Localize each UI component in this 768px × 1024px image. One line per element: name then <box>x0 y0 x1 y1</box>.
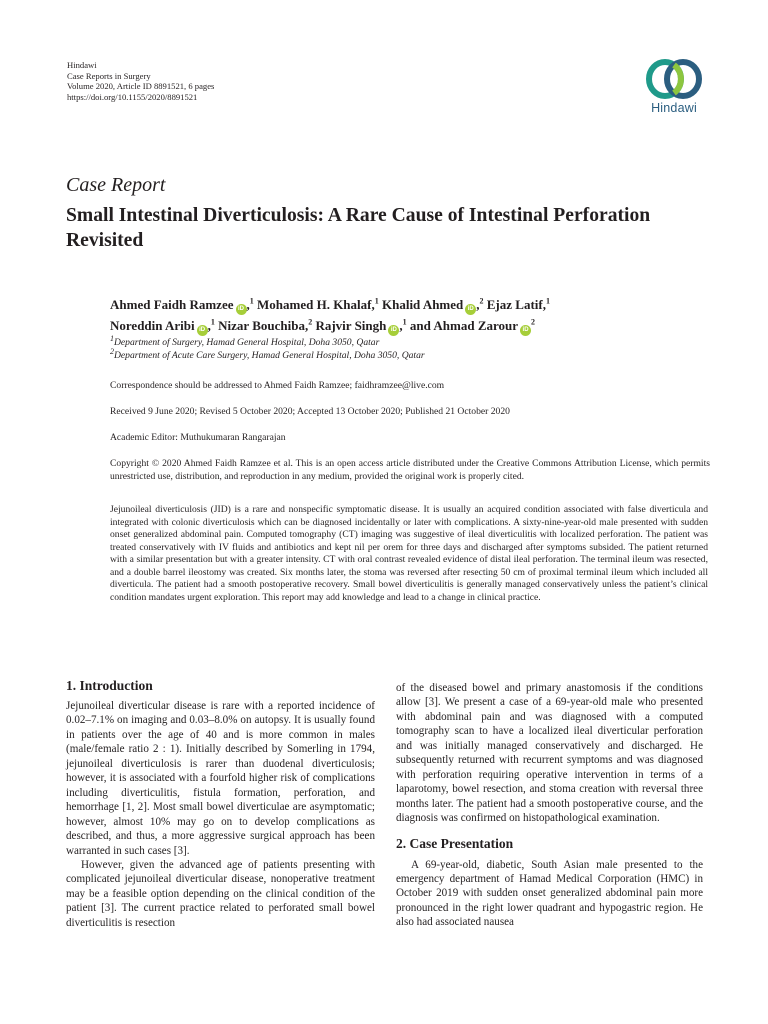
author-name[interactable]: Ejaz Latif <box>486 297 543 312</box>
author-name[interactable]: Khalid Ahmed <box>381 297 464 312</box>
right-column <box>396 681 703 930</box>
abstract-text: Jejunoileal diverticulosis (JID) is a rare and nonspecific symptomatic disease. It is usually an acquired condition associated with false diverticula and integrated with colonic diverticulosis which can be diagnosed incidentally or later with complications. A sixty-nine-year-old male presented with sudden onset generalized abdominal pain. Computed tomography (CT) imaging was suggestive of ileal diverticulitis with localized perforation. The patient was treated conservatively with IV fluids and antibiotics and kept nil per orem for three days and discharged after symptoms subsided. The patient returned with a similar presentation but with a greater intensity. CT with oral contrast revealed evidence of distal ileal perforation. The terminal ileum was resected, and a double barrel ileostomy was created. Six months later, the stoma was reversed after resecting 50 cm of proximal terminal ileum which included all diverticula. The patient had a smooth postoperative recovery. Small bowel diverticulitis is generally managed conservatively unless the patient’s clinical condition mandates urgent exploration. This report may add knowledge and lead to a change in clinical practice. <box>110 504 708 603</box>
introduction-heading: 1. Introduction <box>66 678 153 693</box>
author-item: Ahmed Faidh Ramzee iD ,$^1$ <box>110 297 254 312</box>
volume-info: Volume 2020, Article ID 8891521, 6 pages <box>67 81 215 92</box>
affiliation-item: $^2$Department of Acute Care Surgery, Hamad General Hospital, Doha 3050, Qatar <box>110 346 425 361</box>
orcid-icon[interactable]: iD <box>197 325 208 336</box>
author-item: Mohamed H. Khalaf,$^1$ <box>257 296 379 312</box>
affiliations <box>110 333 710 362</box>
publisher-name: Hindawi <box>67 60 97 70</box>
copyright-notice: Copyright © 2020 Ahmed Faidh Ramzee et al. This is an open access article distributed under the Creative Commons Attribution License, which permits unrestricted use, distribution, and reproduction in any medium, provided the original work is properly cited. <box>110 458 710 482</box>
author-item: Noreddin Aribi iD ,$^1$ <box>110 318 215 333</box>
affiliation-ref: 1 <box>545 296 550 306</box>
left-column <box>66 677 375 930</box>
doi-link[interactable]: https://doi.org/10.1155/2020/8891521 <box>67 91 198 102</box>
case-presentation-heading: 2. Case Presentation <box>396 835 514 851</box>
hindawi-logo <box>638 56 710 115</box>
journal-header <box>67 60 214 102</box>
author-name[interactable]: Ahmad Zarour <box>433 318 519 333</box>
author-item: Ejaz Latif,$^1$ <box>486 296 550 312</box>
orcid-icon[interactable]: iD <box>465 304 476 315</box>
author-name[interactable]: Ahmed Faidh Ramzee <box>110 297 234 312</box>
author-list <box>110 294 710 336</box>
author-item: Khalid Ahmed iD ,$^2$ <box>382 297 484 312</box>
author-name[interactable]: Noreddin Aribi <box>110 318 195 333</box>
author-item: Rajvir Singh iD ,$^1$ <box>315 318 406 333</box>
affiliation-item: $^1$Department of Surgery, Hamad General Hospital, Doha 3050, Qatar <box>110 333 380 348</box>
journal-name: Case Reports in Surgery <box>67 70 151 81</box>
correspondence-note: Correspondence should be addressed to Ahmed Faidh Ramzee; faidhramzee@live.com <box>110 380 445 391</box>
affiliation-ref: 1 <box>374 296 379 306</box>
affiliation-ref: 1 <box>210 317 215 327</box>
orcid-icon[interactable]: iD <box>388 325 399 336</box>
article-type: Case Report <box>66 174 166 196</box>
intro-paragraph: However, given the advanced age of patients presenting with complicated jejunoileal diverticular disease, nonoperative treatment may be a feasible option depending on the clinical condition of the patient [3]. The current practice related to perforated small bowel diverticulitis is resection <box>66 858 375 929</box>
logo-text: Hindawi <box>651 101 697 115</box>
hindawi-logo-icon <box>643 56 705 102</box>
author-name[interactable]: Rajvir Singh <box>315 318 387 333</box>
academic-editor: Academic Editor: Muthukumaran Rangarajan <box>110 432 286 443</box>
case-paragraph: A 69-year-old, diabetic, South Asian male presented to the emergency department of Hamad Medical Corporation (HMC) in October 2019 with sudden onset generalized abdominal pain more pronounced in the right lower quadrant and hypogastric region. He also had associated nausea <box>396 858 703 929</box>
affiliation-ref: 2 <box>531 317 536 327</box>
intro-paragraph-continued: of the diseased bowel and primary anastomosis if the conditions allow [3]. We present a case of a 69-year-old male who presented with abdominal pain and was diagnosed with a computed tomography scan to have a localized ileal diverticular perforation and was initially managed conservatively and discharged. He subsequently returned with recurrent symptoms and was diagnosed with perforation requiring operative intervention in terms of a laparotomy, bowel resection, and stoma creation with reversal three months later. The patient had a smooth postoperative course, and the diagnosis was confirmed on histopathological examination. <box>396 682 703 825</box>
orcid-icon[interactable]: iD <box>236 304 247 315</box>
affiliation-ref: 1 <box>249 296 254 306</box>
affiliation-ref: 1 <box>402 317 407 327</box>
author-item: and Ahmad Zarour $iD^2$ <box>410 318 535 333</box>
article-title: Small Intestinal Diverticulosis: A Rare Cause of Intestinal Perforation Revisited <box>66 205 651 251</box>
publication-dates: Received 9 June 2020; Revised 5 October 2020; Accepted 13 October 2020; Published 21 October 2020 <box>110 406 510 417</box>
affiliation-ref: 2 <box>479 296 484 306</box>
author-name[interactable]: Nizar Bouchiba <box>218 318 305 333</box>
intro-paragraph: Jejunoileal diverticular disease is rare with a reported incidence of 0.02–7.1% on imaging and 0.03–8.0% on autopsy. It is usually found in patients over the age of 40 and is more common in males (male/female ratio 2 : 1). Initially described by Somerling in 1794, jejunoileal diverticulosis is rarer than duodenal diverticulosis; however, it is associated with a fourfold higher risk of complications including diverticulitis, fistula formation, perforation, and hemorrhage [1, 2]. Most small bowel diverticulae are asymptomatic; however, almost 10% may go on to develop complications as described, and thus, a more aggressive surgical approach has been warranted in such cases [3]. <box>66 700 375 857</box>
affiliation-ref: 2 <box>308 317 313 327</box>
author-name[interactable]: Mohamed H. Khalaf <box>257 297 372 312</box>
author-item: Nizar Bouchiba,$^2$ <box>218 317 313 333</box>
orcid-icon[interactable]: iD <box>520 325 531 336</box>
